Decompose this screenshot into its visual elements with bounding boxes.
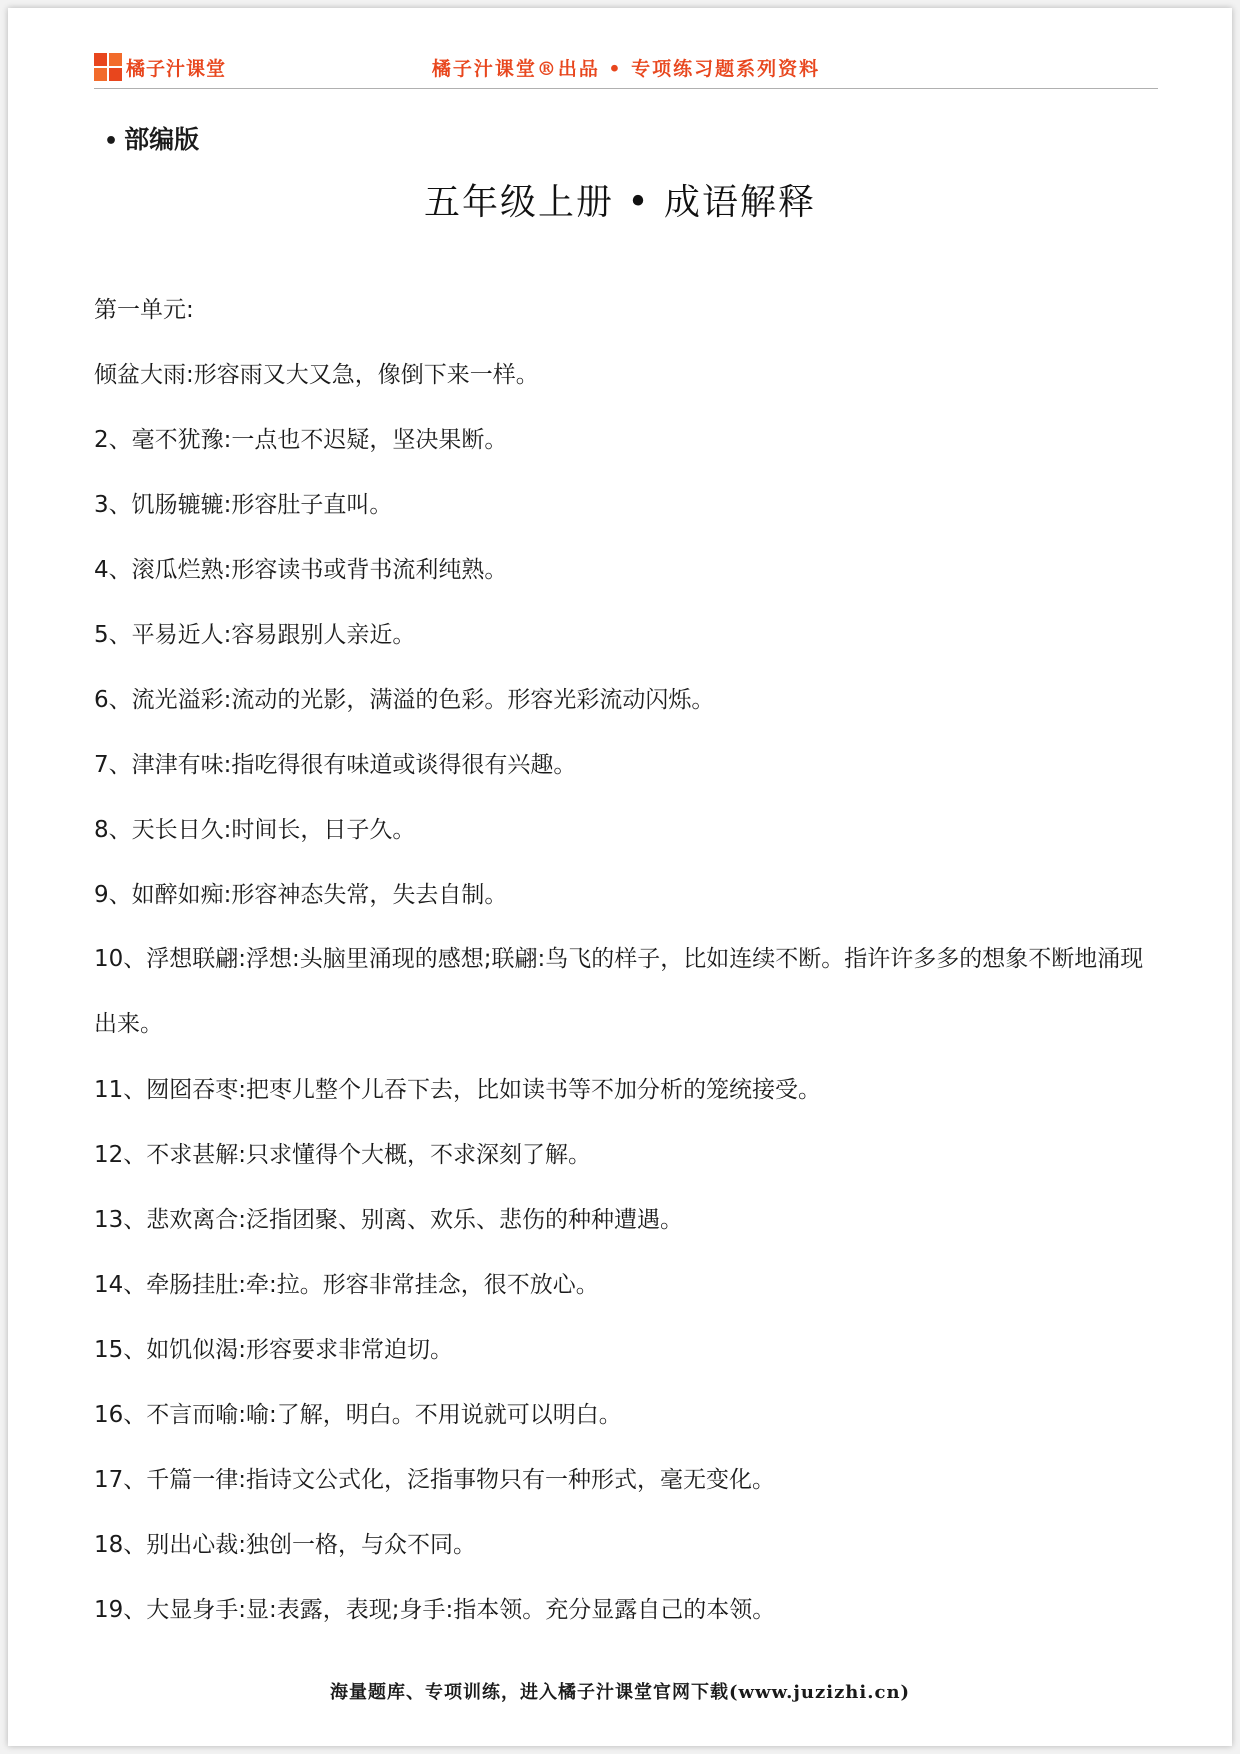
list-item: 倾盆大雨:形容雨又大又急，像倒下来一样。 [94, 362, 539, 388]
list-item: 11、囫囵吞枣:把枣儿整个儿吞下去，比如读书等不加分析的笼统接受。 [94, 1077, 822, 1103]
list-item: 18、别出心裁:独创一格，与众不同。 [94, 1532, 477, 1558]
list-item: 7、津津有味:指吃得很有味道或谈得很有兴趣。 [94, 752, 577, 778]
list-item: 4、滚瓜烂熟:形容读书或背书流利纯熟。 [94, 557, 508, 583]
edition-label [104, 120, 199, 156]
edition-text: 部编版 [124, 125, 200, 154]
list-item: 2、毫不犹豫:一点也不迟疑，坚决果断。 [94, 427, 508, 453]
logo-text: 橘子汁课堂 [126, 57, 227, 80]
list-item: 8、天长日久:时间长，日子久。 [94, 817, 416, 843]
list-item: 9、如醉如痴:形容神态失常，失去自制。 [94, 882, 508, 908]
list-item: 12、不求甚解:只求懂得个大概，不求深刻了解。 [94, 1142, 592, 1168]
page-footer: 海量题库、专项训练，进入橘子汁课堂官网下载(www.juzizhi.cn) [329, 1682, 911, 1703]
list-item: 19、大显身手:显:表露，表现;身手:指本领。充分显露自己的本领。 [94, 1597, 776, 1623]
list-item: 6、流光溢彩:流动的光影，满溢的色彩。形容光彩流动闪烁。 [94, 687, 715, 713]
document-title: 五年级上册 • 成语解释 [423, 182, 817, 223]
list-item: 17、千篇一律:指诗文公式化，泛指事物只有一种形式，毫无变化。 [94, 1467, 776, 1493]
idiom-list [94, 294, 1164, 1659]
list-item: 10、浮想联翩:浮想:头脑里涌现的感想;联翩:鸟飞的样子，比如连续不断。指许许多多的想象不断地涌现出来。 [94, 946, 1144, 1037]
list-item: 5、平易近人:容易跟别人亲近。 [94, 622, 416, 648]
bullet-icon: • [104, 129, 119, 154]
list-item: 14、牵肠挂肚:牵:拉。形容非常挂念，很不放心。 [94, 1272, 599, 1298]
section-title: 第一单元: [94, 297, 194, 323]
list-item: 3、饥肠辘辘:形容肚子直叫。 [94, 492, 393, 518]
list-item: 15、如饥似渴:形容要求非常迫切。 [94, 1337, 454, 1363]
header-title: 橘子汁课堂®出品 • 专项练习题系列资料 [431, 58, 821, 80]
list-item: 16、不言而喻:喻:了解，明白。不用说就可以明白。 [94, 1402, 622, 1428]
document-page [8, 8, 1232, 1746]
list-item: 13、悲欢离合:泛指团聚、别离、欢乐、悲伤的种种遭遇。 [94, 1207, 684, 1233]
page-header [94, 48, 1158, 89]
